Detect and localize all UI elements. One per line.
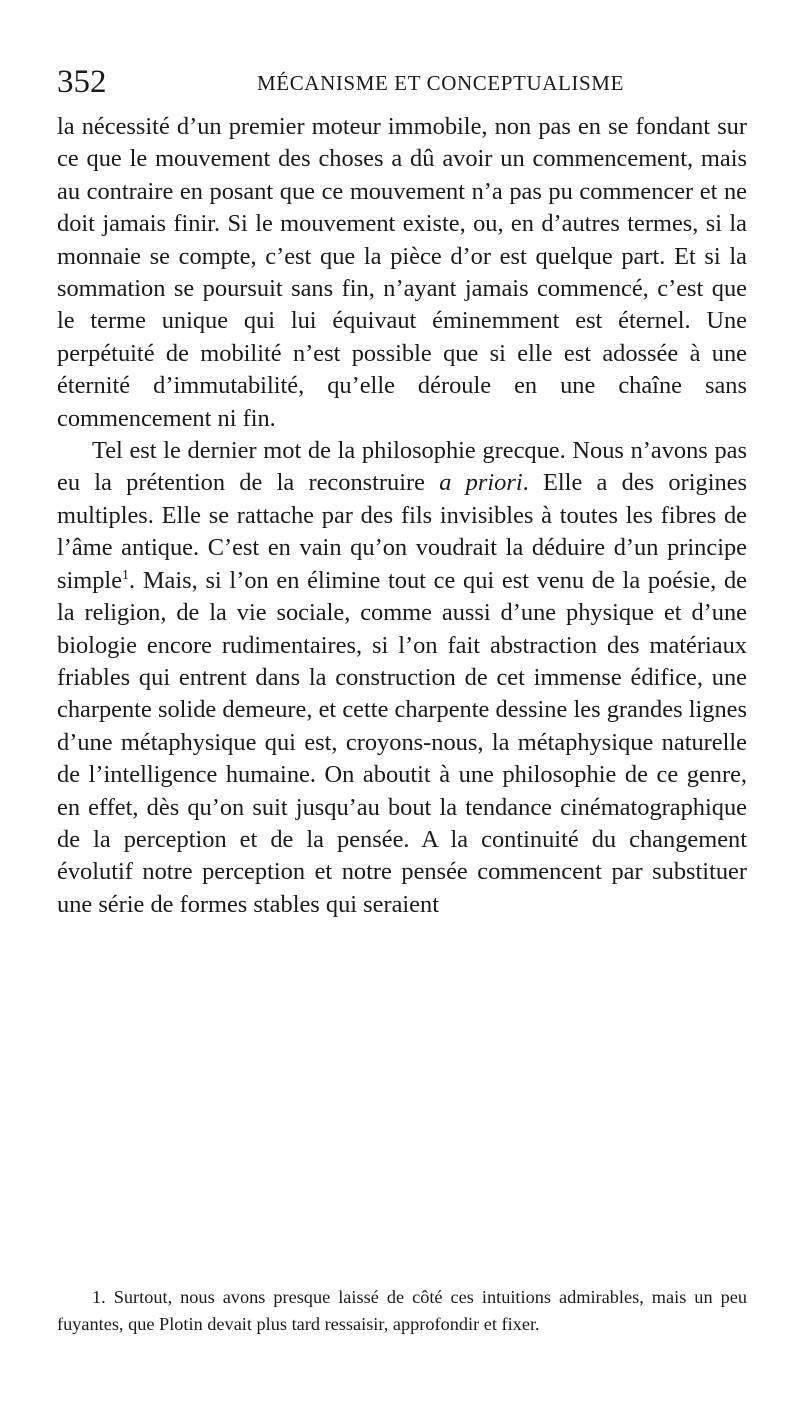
footnote-text: Surtout, nous avons presque laissé de côté ces intuitions admirables, mais un peu fuyantes, que Plotin devait plus tard ressaisir, approfondir et fixer. [57, 1287, 747, 1334]
paragraph-1 [57, 111, 747, 435]
footnote-marker: 1. [92, 1287, 106, 1307]
page-header [57, 62, 747, 102]
running-head: MÉCANISME ET CONCEPTUALISME [257, 71, 624, 95]
page-number: 352 [57, 64, 107, 100]
paragraph-2-text-start: Tel est le dernier mot de la philosophie grecque. Nous n’avons pas eu la prétention de la reconstruire [57, 437, 747, 497]
paragraph-1-text: la nécessité d’un premier moteur immobile, non pas en se fondant sur ce que le mouvement des choses a dû avoir un commencement, mais au contraire en posant que ce mouvement n’a pas pu commencer et ne doit jamais finir. Si le mouvement existe, ou, en d’autres termes, si la monnaie se compte, c’est que la pièce d’or est quelque part. Et si la sommation se poursuit sans fin, n’ayant jamais commencé, c’est que le terme unique qui lui équivaut éminemment est éternel. Une perpétuité de mobilité n’est possible que si elle est adossée à une éternité d’immutabilité, qu’elle déroule en une chaîne sans commencement ni fin. [57, 113, 747, 432]
footnote-reference: 1 [122, 567, 130, 583]
italic-a-priori: a priori [439, 469, 523, 497]
footnote [57, 1284, 747, 1338]
footnote-1 [57, 1284, 747, 1338]
paragraph-2-text-end: . Mais, si l’on en élimine tout ce qui est venu de la poésie, de la religion, de la vie sociale, comme aussi d’une physique et d’une biologie encore rudimentaires, si l’on fait abstraction des matériaux friables qui entrent dans la construction de cet immense édifice, une charpente solide demeure, et cette charpente dessine les grandes lignes d’une métaphysique qui est, croyons-nous, la métaphysique naturelle de l’intelligence humaine. On aboutit à une philosophie de ce genre, en effet, dès qu’on suit jusqu’au bout la tendance cinématographique de la perception et de la pensée. A la continuité du changement évolutif notre perception et notre pensée commencent par substituer une série de formes stables qui seraient [57, 566, 747, 918]
paragraph-2 [57, 435, 747, 921]
paragraph-2-text-middle: . Elle a des origines multiples. Elle se rattache par des fils invisibles à toutes les fibres de l’âme antique. C’est en vain qu’on voudrait la déduire d’un principe simple [57, 469, 747, 594]
main-text [57, 111, 747, 921]
